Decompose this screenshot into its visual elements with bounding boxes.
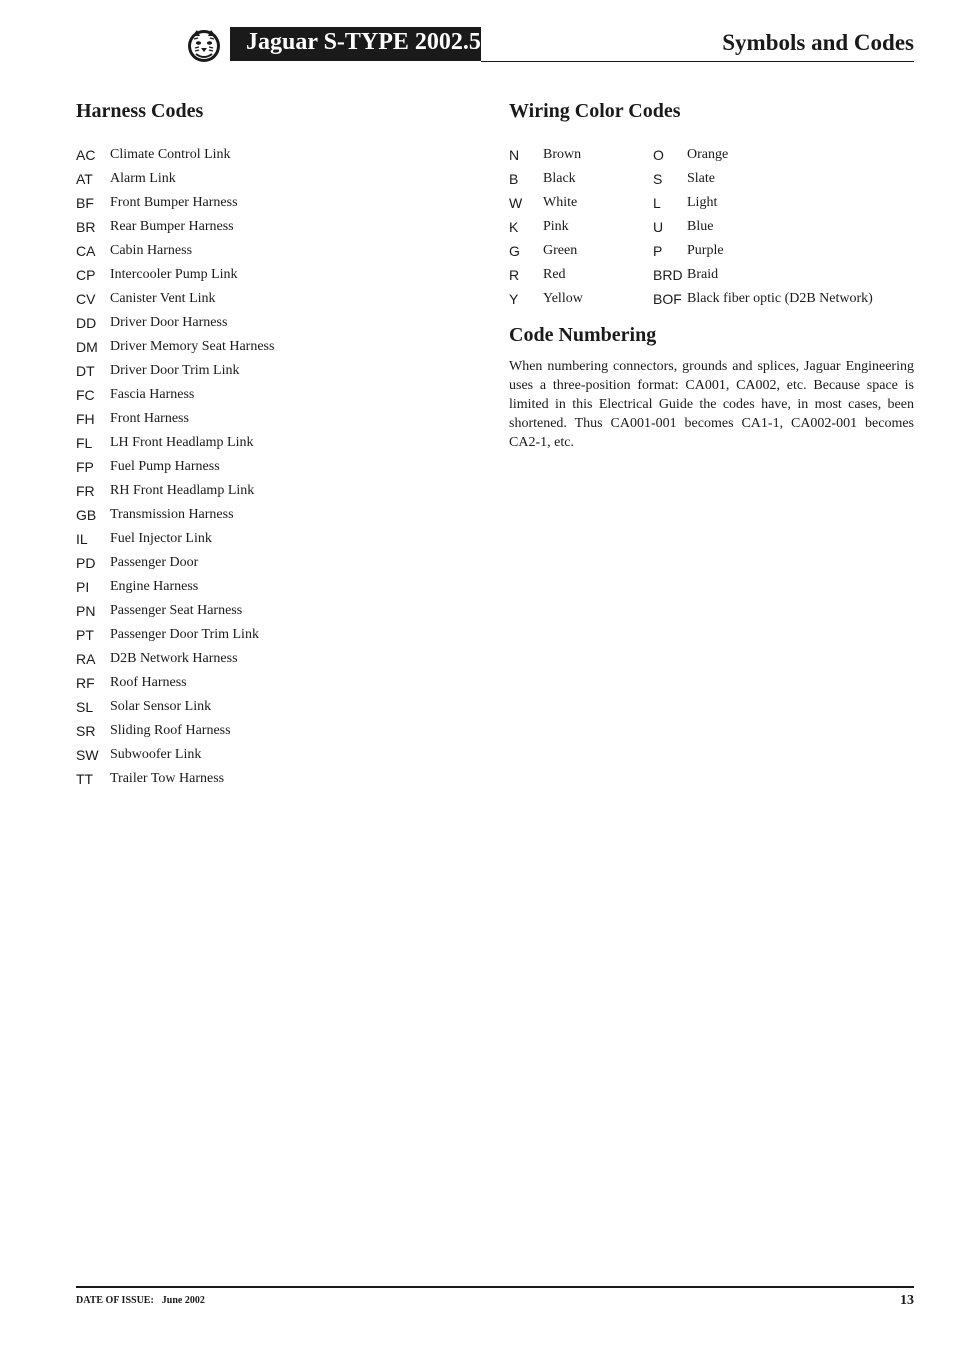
code-row xyxy=(76,506,476,530)
code-description: RH Front Headlamp Link xyxy=(110,483,255,498)
code-abbreviation: B xyxy=(509,171,519,187)
code-row xyxy=(76,722,476,746)
code-description: Climate Control Link xyxy=(110,147,231,162)
code-description: Yellow xyxy=(543,291,583,306)
code-abbreviation: FL xyxy=(76,435,93,451)
code-row xyxy=(76,578,476,602)
code-abbreviation: BOF xyxy=(653,291,682,307)
code-row xyxy=(76,218,476,242)
code-row xyxy=(509,218,649,242)
code-abbreviation: BR xyxy=(76,219,96,235)
code-row xyxy=(76,362,476,386)
code-abbreviation: DM xyxy=(76,339,98,355)
code-abbreviation: AT xyxy=(76,171,93,187)
code-description: Canister Vent Link xyxy=(110,291,216,306)
code-row xyxy=(76,314,476,338)
code-description: Black xyxy=(543,171,576,186)
code-description: White xyxy=(543,195,578,210)
jaguar-emblem-icon xyxy=(186,26,222,64)
code-description: Trailer Tow Harness xyxy=(110,771,225,786)
code-row xyxy=(509,242,649,266)
code-row xyxy=(76,674,476,698)
code-description: D2B Network Harness xyxy=(110,651,238,666)
code-row xyxy=(76,194,476,218)
code-abbreviation: AC xyxy=(76,147,96,163)
code-row xyxy=(509,146,649,170)
code-abbreviation: FH xyxy=(76,411,95,427)
section-title: Symbols and Codes xyxy=(722,30,914,55)
code-description: Green xyxy=(543,243,578,258)
code-abbreviation: FP xyxy=(76,459,94,475)
page-number: 13 xyxy=(900,1293,914,1308)
code-abbreviation: N xyxy=(509,147,520,163)
code-row xyxy=(76,626,476,650)
code-description: Roof Harness xyxy=(110,675,187,690)
code-description: Black fiber optic (D2B Network) xyxy=(687,291,873,306)
code-abbreviation: W xyxy=(509,195,523,211)
code-abbreviation: U xyxy=(653,219,664,235)
code-description: Pink xyxy=(543,219,569,234)
code-description: Alarm Link xyxy=(110,171,176,186)
code-row xyxy=(76,266,476,290)
code-abbreviation: PT xyxy=(76,627,94,643)
code-row xyxy=(76,458,476,482)
code-abbreviation: DD xyxy=(76,315,97,331)
code-abbreviation: O xyxy=(653,147,664,163)
code-description: Front Bumper Harness xyxy=(110,195,238,210)
manual-title: Jaguar S-TYPE 2002.5 xyxy=(246,29,481,55)
code-row xyxy=(653,242,923,266)
code-row xyxy=(76,242,476,266)
code-row xyxy=(76,410,476,434)
code-description: Fuel Injector Link xyxy=(110,531,212,546)
code-abbreviation: K xyxy=(509,219,519,235)
code-abbreviation: R xyxy=(509,267,520,283)
code-row xyxy=(76,338,476,362)
code-description: Cabin Harness xyxy=(110,243,193,258)
code-abbreviation: RF xyxy=(76,675,95,691)
code-abbreviation: BF xyxy=(76,195,94,211)
code-description: Sliding Roof Harness xyxy=(110,723,231,738)
code-description: Solar Sensor Link xyxy=(110,699,212,714)
code-description: Blue xyxy=(687,219,714,234)
code-description: Slate xyxy=(687,171,715,186)
wiring-color-codes-right-list xyxy=(653,146,923,314)
code-abbreviation: G xyxy=(509,243,520,259)
code-abbreviation: P xyxy=(653,243,663,259)
code-description: Brown xyxy=(543,147,582,162)
code-abbreviation: CA xyxy=(76,243,96,259)
code-row xyxy=(653,170,923,194)
code-description: Transmission Harness xyxy=(110,507,234,522)
code-description: Driver Door Trim Link xyxy=(110,363,240,378)
code-row xyxy=(76,650,476,674)
code-row xyxy=(653,194,923,218)
code-description: Rear Bumper Harness xyxy=(110,219,234,234)
code-row xyxy=(76,146,476,170)
code-numbering-heading: Code Numbering xyxy=(509,324,657,346)
code-description: Driver Memory Seat Harness xyxy=(110,339,275,354)
code-description: Light xyxy=(687,195,718,210)
code-row xyxy=(76,770,476,794)
code-row xyxy=(509,194,649,218)
code-description: Passenger Door Trim Link xyxy=(110,627,259,642)
code-abbreviation: PN xyxy=(76,603,96,619)
code-abbreviation: PI xyxy=(76,579,90,595)
header-divider xyxy=(481,61,914,62)
code-abbreviation: CV xyxy=(76,291,96,307)
code-row xyxy=(653,290,923,314)
code-row xyxy=(509,170,649,194)
code-row xyxy=(76,170,476,194)
code-row xyxy=(76,554,476,578)
code-row xyxy=(76,290,476,314)
code-description: Braid xyxy=(687,267,719,282)
code-abbreviation: CP xyxy=(76,267,96,283)
wiring-color-codes-heading: Wiring Color Codes xyxy=(509,100,681,122)
code-abbreviation: GB xyxy=(76,507,97,523)
code-description: Red xyxy=(543,267,566,282)
code-numbering-paragraph: When numbering connectors, grounds and splices, Jaguar Engineering uses a three-position format: CA001, CA002, etc. Because space is limited in this Electrical Guide the codes have, in most cases, been shortened. Thus CA001-001 becomes CA1-1, CA002-001 becomes CA2-1, etc. xyxy=(509,359,914,450)
code-row xyxy=(76,434,476,458)
code-abbreviation: IL xyxy=(76,531,88,547)
code-description: Passenger Seat Harness xyxy=(110,603,243,618)
code-description: Intercooler Pump Link xyxy=(110,267,238,282)
code-abbreviation: S xyxy=(653,171,663,187)
code-description: Passenger Door xyxy=(110,555,199,570)
code-description: Front Harness xyxy=(110,411,189,426)
code-abbreviation: DT xyxy=(76,363,95,379)
date-of-issue-label: DATE OF ISSUE: xyxy=(76,1295,154,1306)
code-row xyxy=(76,482,476,506)
harness-codes-list xyxy=(76,146,476,794)
code-row xyxy=(509,290,649,314)
code-abbreviation: FR xyxy=(76,483,95,499)
date-of-issue xyxy=(76,1295,205,1306)
page-header xyxy=(0,0,954,70)
code-abbreviation: TT xyxy=(76,771,94,787)
code-row xyxy=(76,386,476,410)
code-row xyxy=(509,266,649,290)
code-abbreviation: Y xyxy=(509,291,519,307)
code-description: Subwoofer Link xyxy=(110,747,202,762)
code-row xyxy=(653,218,923,242)
code-description: Engine Harness xyxy=(110,579,199,594)
code-description: Orange xyxy=(687,147,729,162)
code-abbreviation: PD xyxy=(76,555,96,571)
manual-title-banner xyxy=(230,27,481,61)
code-description: Purple xyxy=(687,243,724,258)
code-row xyxy=(653,266,923,290)
code-abbreviation: RA xyxy=(76,651,96,667)
date-of-issue-value: June 2002 xyxy=(161,1295,205,1306)
footer-divider xyxy=(76,1286,914,1288)
code-abbreviation: SR xyxy=(76,723,96,739)
harness-codes-heading: Harness Codes xyxy=(76,100,204,122)
code-row xyxy=(76,530,476,554)
code-row xyxy=(76,698,476,722)
code-abbreviation: SW xyxy=(76,747,99,763)
code-description: Fascia Harness xyxy=(110,387,195,402)
code-row xyxy=(76,602,476,626)
code-abbreviation: L xyxy=(653,195,661,211)
code-description: Fuel Pump Harness xyxy=(110,459,220,474)
code-abbreviation: SL xyxy=(76,699,94,715)
code-abbreviation: FC xyxy=(76,387,95,403)
code-description: Driver Door Harness xyxy=(110,315,228,330)
code-row xyxy=(653,146,923,170)
code-abbreviation: BRD xyxy=(653,267,683,283)
code-row xyxy=(76,746,476,770)
wiring-color-codes-left-list xyxy=(509,146,649,314)
code-description: LH Front Headlamp Link xyxy=(110,435,254,450)
